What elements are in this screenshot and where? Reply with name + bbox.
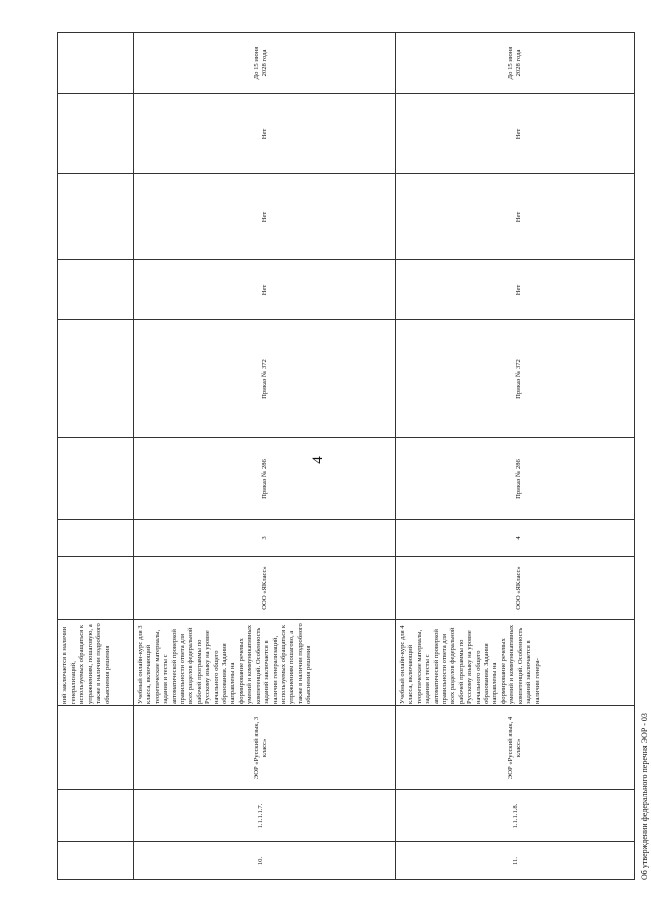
organization: ООО «ЯКласс» <box>261 566 268 610</box>
order-2: Приказ № 372 <box>515 359 522 399</box>
deadline: До 15 июня 2028 года <box>507 46 523 80</box>
grade: 4 <box>515 536 522 540</box>
document-table <box>57 32 635 880</box>
row-code: 1.1.1.1.8. <box>512 803 519 829</box>
footer-text: Об утверждении федерального перечня ЭОР - 03 <box>640 713 649 880</box>
order-1: Приказ № 286 <box>515 459 522 499</box>
status-no: Нет <box>515 211 522 223</box>
row-number: 10. <box>257 856 264 866</box>
order-1: Приказ № 286 <box>261 459 268 499</box>
grade: 3 <box>261 536 268 540</box>
page-number: 4 <box>310 456 326 464</box>
status-no: Нет <box>261 211 268 223</box>
rotated-table-page <box>57 32 649 880</box>
order-2: Приказ № 372 <box>261 359 268 399</box>
resource-description: Учебный онлайн-курс для 4 класса, включающий теоретические материалы, задания и тесты с автоматической проверкой правильности ответа для всех разделов федеральной рабочей программы по Русскому языку на уровне начального общего образования. Задания направлены на формирование речевых умений и коммуникативных компетенций. Особенность заданий заключается в наличии генера- <box>399 624 541 704</box>
status-no: Нет <box>515 284 522 296</box>
resource-description: Учебный онлайн-курс для 3 класса, включающий теоретические материалы, задания и тесты с автоматической проверкой правильности ответа для всех разделов федеральной рабочей программы по Русскому языку на уровне начального общего образования. Задания направлены на формирование речевых умений и коммуникативных компетенций. Особенность заданий заключается в наличии генерализаций, используемых обращаться к упражнениям пошагово, а также в наличии подробного объяснения решения <box>137 623 313 704</box>
status-no: Нет <box>261 128 268 140</box>
status-no: Нет <box>515 128 522 140</box>
resource-name: ЭОР «Русский язык, 3 класс» <box>253 716 269 780</box>
organization: ООО «ЯКласс» <box>515 566 522 610</box>
continuation-text: ний заключается в наличии генерализаций, используемых обращаться к упражнениям, пошаговую, а также в наличии подробного объяснения решения <box>61 623 111 704</box>
resource-name: ЭОР «Русский язык, 4 класс» <box>507 716 523 780</box>
status-no: Нет <box>261 284 268 296</box>
row-code: 1.1.1.1.7. <box>257 803 264 829</box>
deadline: До 15 июня 2028 года <box>253 46 269 80</box>
row-number: 11. <box>512 857 519 865</box>
